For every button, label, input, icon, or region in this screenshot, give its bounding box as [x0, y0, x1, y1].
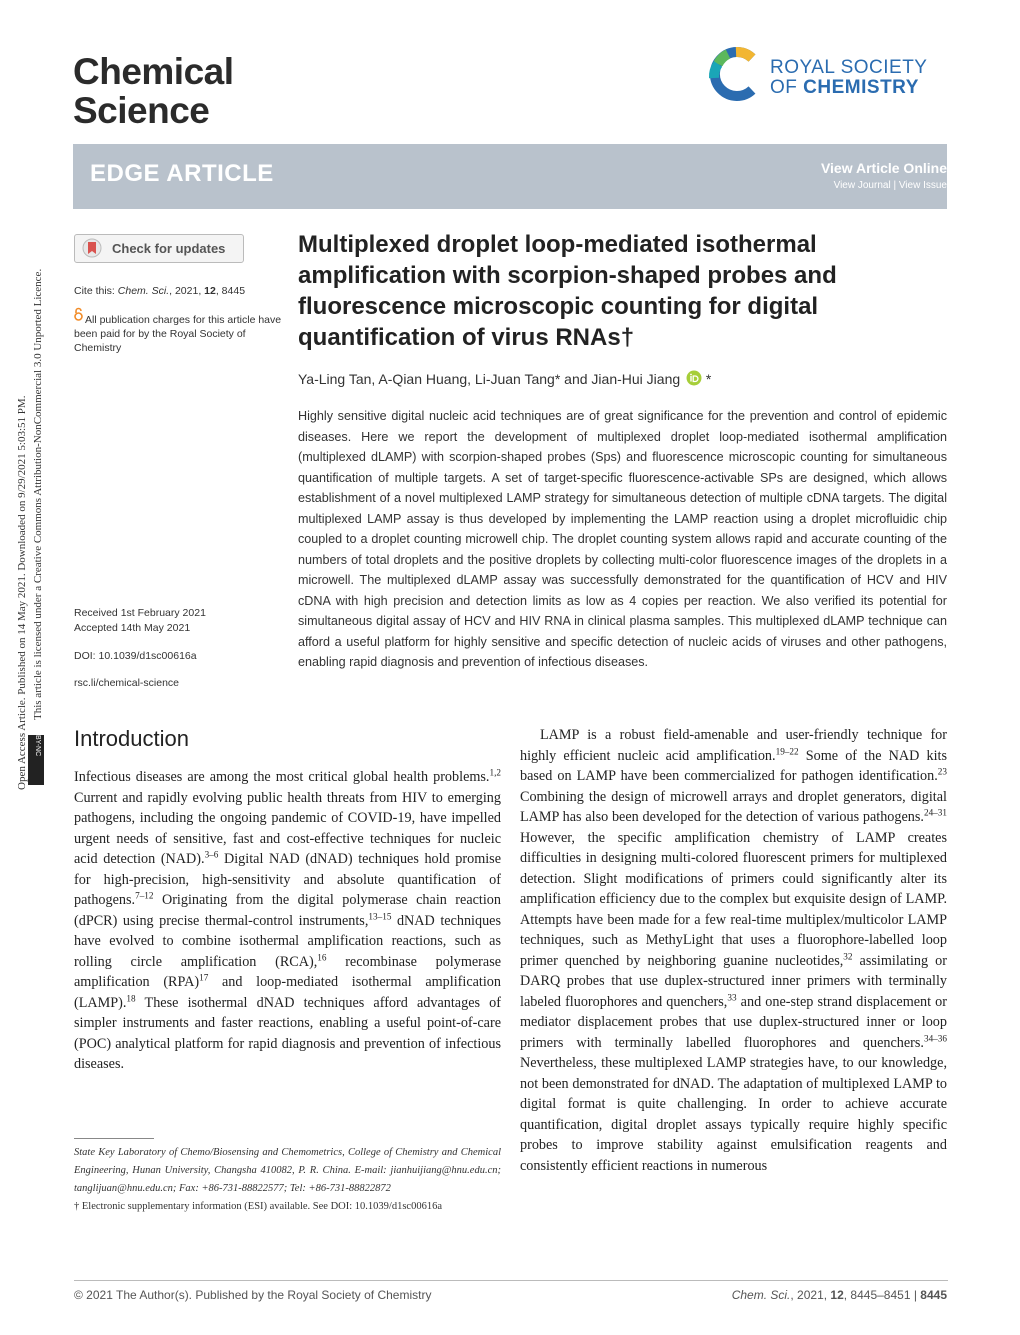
rsc-logo-icon	[706, 44, 766, 104]
text-segment: recombinase polymerase amplification (RPA)	[74, 953, 502, 990]
footnotes	[74, 1144, 501, 1216]
publisher-line1: ROYAL SOCIETY	[770, 57, 928, 78]
text-segment: and loop-mediated isothermal amplification (LAMP).	[74, 974, 501, 1011]
cc-badge-label: BY-NC	[34, 735, 41, 757]
orcid-icon[interactable]	[686, 370, 702, 386]
license-line1: Open Access Article. Published on 14 May 2021. Downloaded on 9/29/2021 5:03:51 PM.	[16, 395, 28, 790]
cite-volume: 12	[204, 285, 216, 297]
text-segment: Digital NAD (dNAD) techniques hold promise for high-precision, high-sensitivity and absolute quantification of pathogens.	[74, 851, 501, 908]
text-segment: and one-step strand displacement or mediator displacement probes that use duplex-structured inner or loop primers with terminally labelled fluorophores and quenchers.	[520, 993, 947, 1051]
body-column-right	[520, 725, 947, 1176]
copyright: © 2021 The Author(s). Published by the Royal Society of Chemistry	[74, 1288, 432, 1302]
esi-footnote: † Electronic supplementary information (ESI) available. See DOI: 10.1039/d1sc00616a	[74, 1201, 442, 1212]
text-segment: However, the specific amplification chemistry of LAMP creates difficulties in designing multi-colored fluorescent primers for multiplexed detection. Slight modifications of primers could significantly alter its amplification efficiency due to the complex but exquisite design of LAMP. Attempts have been made for a few real-time multiplex/multicolor LAMP techniques, such as MethyLight that uses a fluorophore-labelled loop primer quenched by neighboring guanine nucleotides,	[520, 829, 947, 969]
banner-links	[821, 160, 947, 191]
open-access-note: All publication charges for this article have been paid for by the Royal Society of Chemistry	[74, 314, 282, 354]
view-journal-issue-links[interactable]: View Journal | View Issue	[833, 180, 947, 191]
footer-pages: , 8445–8451	[843, 1288, 911, 1302]
cite-prefix: Cite this:	[74, 285, 118, 297]
page-number: 8445	[920, 1288, 947, 1302]
reference[interactable]: 1,2	[489, 767, 501, 778]
text-segment: Combining the design of microwell arrays and droplet generators, digital LAMP has also been developed for the detection of various pathogens.	[520, 788, 947, 825]
introduction-heading: Introduction	[74, 726, 189, 751]
check-for-updates-label: Check for updates	[112, 241, 226, 256]
view-article-online-link[interactable]: View Article Online	[820, 160, 947, 176]
journal-name	[73, 52, 234, 130]
footer-divider	[74, 1280, 948, 1281]
text-segment: LAMP is a robust field-amenable and user-friendly technique for highly efficient nucleic acid amplification.	[520, 727, 947, 764]
footer-separator: |	[910, 1288, 921, 1302]
license-sidebar	[12, 150, 50, 840]
reference[interactable]: 7–12	[135, 890, 154, 901]
corresponding-author-mark: *	[705, 371, 712, 387]
cite-year: , 2021,	[169, 285, 205, 297]
accepted-date: Accepted 14th May 2021	[74, 622, 191, 634]
authors	[298, 370, 711, 387]
reference[interactable]: 16	[317, 951, 327, 962]
abstract: Highly sensitive digital nucleic acid techniques are of great significance for the prevention and control of epidemic diseases. Here we report the development of multiplexed droplet loop-mediated isothermal amplification (multiplexed dLAMP) with scorpion-shaped probes (Sps) and fluorescence microscopic counting for simultaneous quantification of multiple targets. A set of target-specific fluorescence-activable SPs are designed, which allows establishment of a novel multiplexed LAMP strategy for simultaneous detection of multiple cDNA targets. The digital multiplexed LAMP assay is thus developed by implementing the LAMP reaction using a droplet microfluidic chip coupled to a droplet counting microwell chip. The droplet counting system allows rapid and accurate counting of the numbers of total droplets and the positive droplets by collecting multi-color fluorescence images of the droplets in a microwell. The multiplexed dLAMP assay was successfully demonstrated for the quantification of HCV and HIV cDNA with high precision and detection limits as low as 4 copies per reaction. We also verified its potential for simultaneous digital assay of HCV and HIV RNA in clinical plasma samples. This multiplexed dLAMP technique can afford a useful platform for highly sensitive and specific detection of nucleic acids of viruses and other pathogens, enabling rapid diagnosis and prevention of infectious diseases.	[298, 409, 947, 669]
footer-volume: 12	[830, 1288, 844, 1302]
text-segment: These isothermal dNAD techniques afford advantages of simpler instruments and faster reactions, enabling a useful point-of-care (POC) analytical platform for rapid diagnosis and prevention of infectious diseases.	[74, 994, 501, 1072]
bookmark-icon	[82, 238, 102, 258]
reference[interactable]: 34–36	[923, 1032, 947, 1043]
text-segment: Infectious diseases are among the most critical global health problems.	[74, 769, 490, 785]
received-date: Received 1st February 2021	[74, 607, 206, 619]
footnote-divider	[74, 1138, 154, 1139]
journal-name-line1: Chemical	[73, 51, 234, 92]
license-line2: This article is licensed under a Creative Commons Attribution-NonCommercial 3.0 Unported Licence.	[32, 268, 44, 720]
citation	[74, 284, 284, 298]
publisher-name	[770, 58, 927, 98]
footer-journal: Chem. Sci.	[731, 1288, 791, 1302]
publisher-line2-pre: OF	[770, 77, 804, 98]
text-segment: dNAD techniques have evolved to combine isothermal amplification reactions, such as rolling circle amplification (RCA),	[74, 912, 501, 970]
page-citation	[732, 1288, 947, 1302]
reference[interactable]: 23	[937, 766, 947, 777]
body-column-left	[74, 767, 501, 1075]
author-list: Ya-Ling Tan, A-Qian Huang, Li-Juan Tang* and Jian-Hui Jiang	[298, 371, 681, 387]
footer-year: , 2021,	[790, 1288, 831, 1302]
affiliation-footnote: State Key Laboratory of Chemo/Biosensing and Chemometrics, College of Chemistry and Chemical Engineering, Hunan University, Changsha 410082, P. R. China. E-mail: jianhuijiang@hnu.edu.cn; tanglijuan@hnu.edu.cn; Fax: +86-731-88822577; Tel: +86-731-88822872	[74, 1147, 501, 1194]
reference[interactable]: 19–22	[775, 745, 799, 756]
journal-name-line2: Science	[73, 90, 210, 131]
cc-license-badge[interactable]	[28, 735, 44, 785]
reference[interactable]: 24–31	[923, 807, 947, 818]
reference[interactable]: 32	[843, 950, 853, 961]
text-segment: Nevertheless, these multiplexed LAMP strategies have, to our knowledge, not been demonstrated for dNAD. The adaptation of multiplexed LAMP to digital format is quite challenging. In order to achieve accurate quantification, digital droplet assays typically require highly specific probes to improve stability against emulsification reagents and consistently efficient reactions in numerous	[520, 1055, 947, 1174]
cite-page: , 8445	[215, 285, 246, 297]
cite-journal: Chem. Sci.	[117, 285, 170, 297]
reference[interactable]: 3–6	[204, 849, 219, 860]
reference[interactable]: 33	[727, 991, 737, 1002]
publisher-line2-bold: CHEMISTRY	[803, 77, 919, 98]
doi[interactable]: DOI: 10.1039/d1sc00616a	[74, 650, 197, 662]
text-segment: assimilating or DARQ probes that use duplex-structured inner primers with terminally labeled fluorophores and quenchers,	[520, 952, 947, 1010]
text-segment: Current and rapidly evolving public health threats from HIV to emerging pathogens, including the ongoing pandemic of COVID-19, have impelled urgent needs of sensitive, fast and cost-effective techniques for nucleic acid detection (NAD).	[74, 789, 501, 867]
text-segment: Some of the NAD kits based on LAMP have been commercialized for pathogen identification.	[520, 747, 947, 784]
reference[interactable]: 13–15	[368, 910, 392, 921]
journal-link[interactable]: rsc.li/chemical-science	[74, 677, 180, 689]
text-segment: Originating from the digital polymerase chain reaction (dPCR) using precise thermal-control instruments,	[74, 892, 501, 929]
article-title: Multiplexed droplet loop-mediated isothermal amplification with scorpion-shaped probes and fluorescence microscopic counting for digital quantification of virus RNAs†	[298, 231, 837, 351]
reference[interactable]: 18	[126, 992, 136, 1003]
article-type: EDGE ARTICLE	[90, 160, 274, 187]
reference[interactable]: 17	[199, 972, 209, 983]
